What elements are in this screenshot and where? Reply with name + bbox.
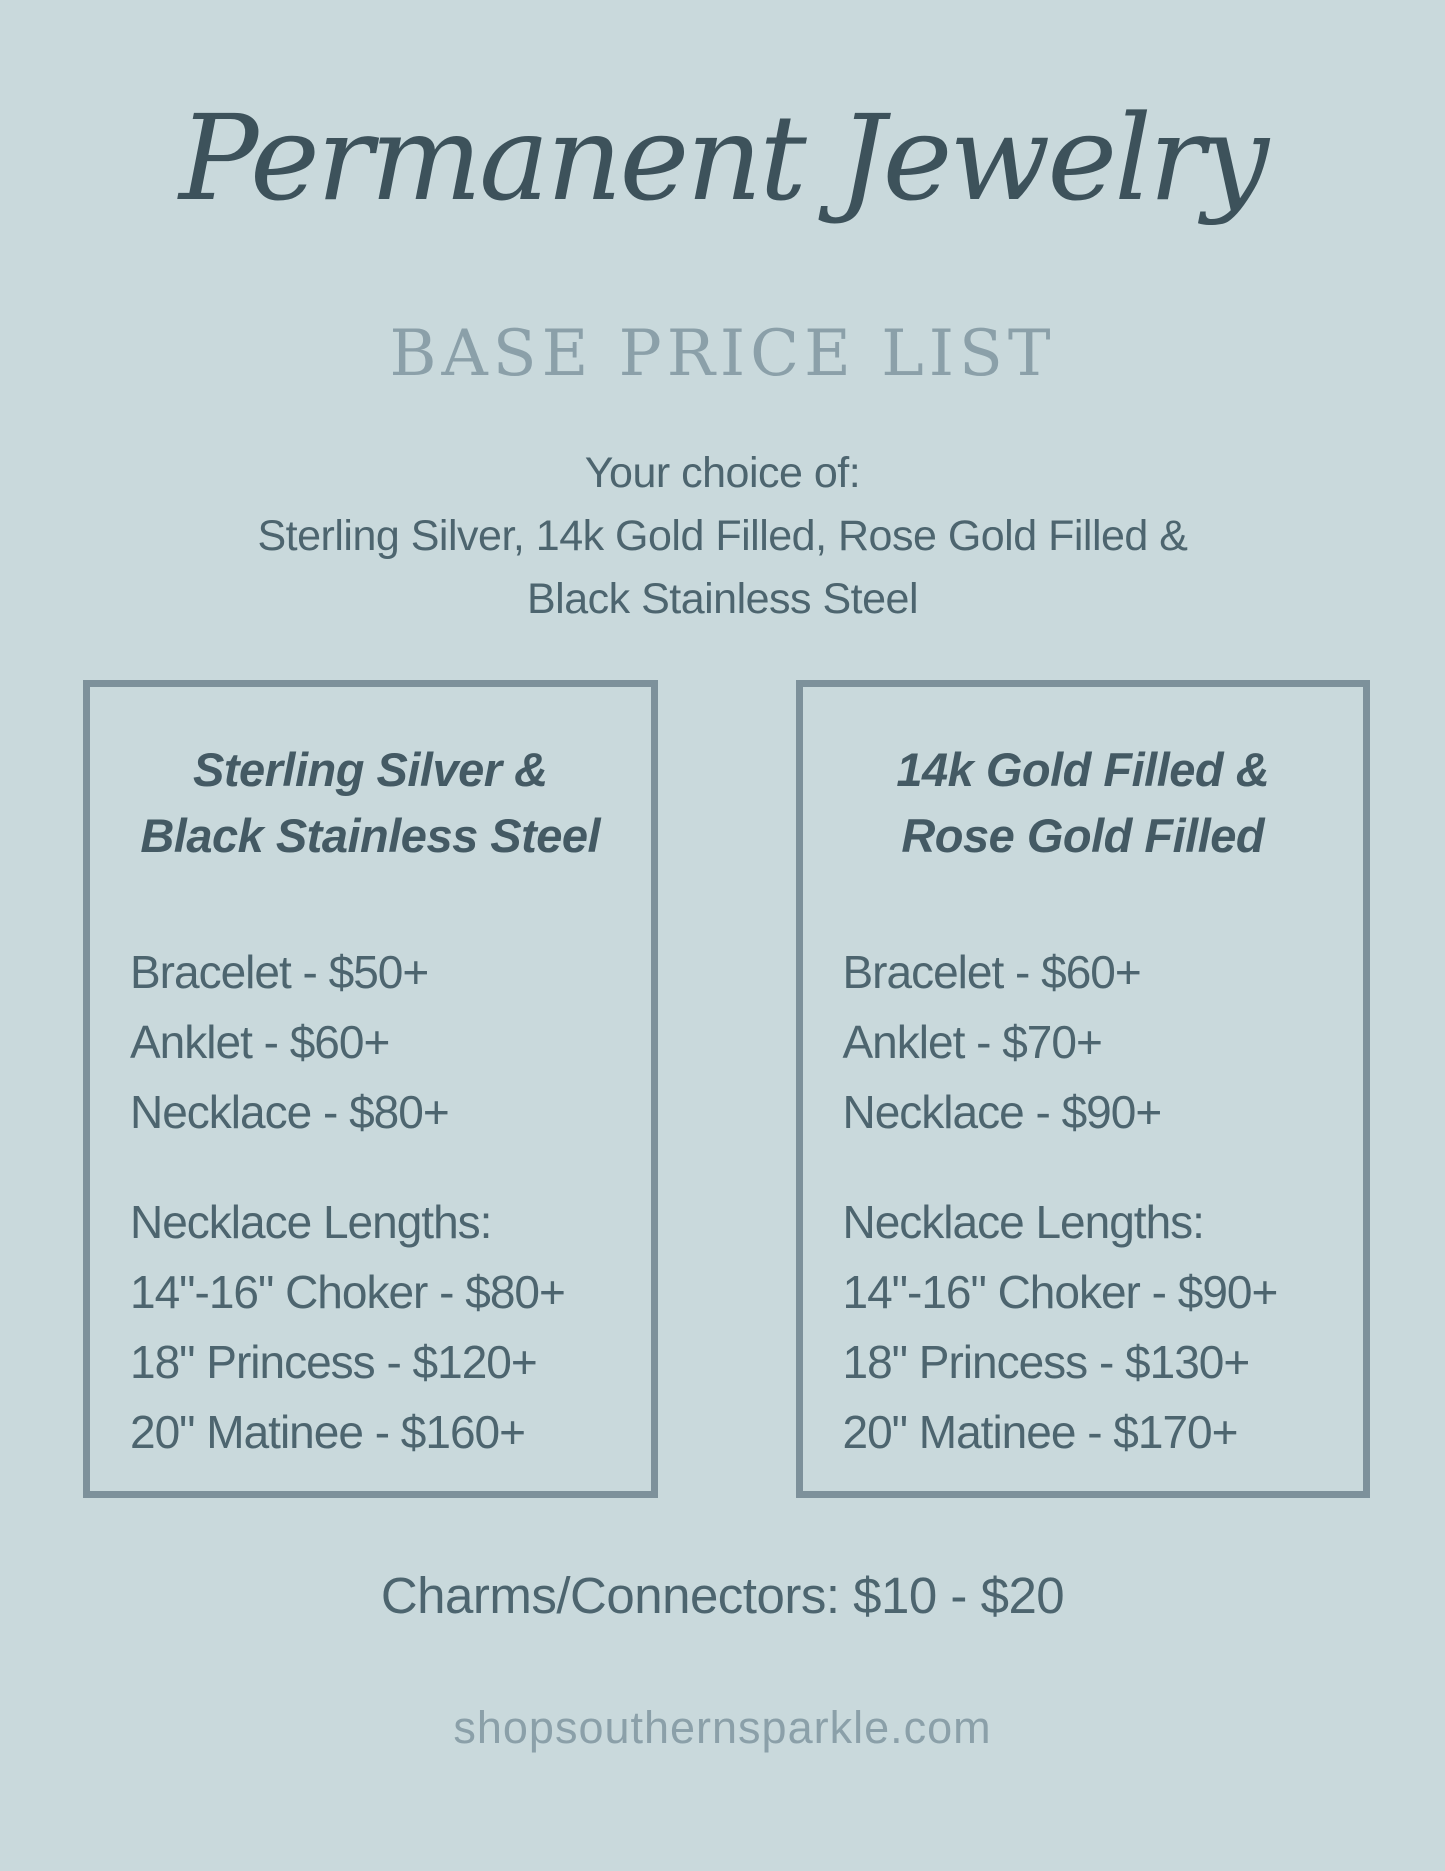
price-line-anklet: Anklet - $60+ [130,1016,390,1068]
length-line-choker: 14"-16" Choker - $90+ [842,1266,1278,1318]
card-heading-line-1: 14k Gold Filled & [896,743,1270,796]
length-line-matinee: 20" Matinee - $170+ [842,1406,1238,1458]
page-title: Permanent Jewelry [178,89,1267,227]
card-heading-line-2: Black Stainless Steel [140,809,601,862]
website-url: shopsouthernsparkle.com [453,1702,992,1753]
price-line-necklace: Necklace - $80+ [130,1086,449,1138]
price-card-sterling-silver-black-stainless [83,680,658,1498]
price-lines [130,937,611,1147]
price-card-14k-gold-rose-gold [796,680,1371,1498]
card-heading [130,737,611,869]
intro-text [0,442,1445,631]
price-cards [83,680,1370,1498]
necklace-lengths [843,1187,1324,1467]
card-heading-line-2: Rose Gold Filled [901,809,1265,862]
card-heading [843,737,1324,869]
price-line-bracelet: Bracelet - $50+ [130,946,429,998]
lengths-label: Necklace Lengths: [130,1196,492,1248]
price-line-necklace: Necklace - $90+ [842,1086,1162,1138]
page-subtitle: BASE PRICE LIST [389,317,1056,391]
lengths-label: Necklace Lengths: [842,1196,1204,1248]
price-line-anklet: Anklet - $70+ [842,1016,1102,1068]
length-line-matinee: 20" Matinee - $160+ [130,1406,525,1458]
length-line-princess: 18" Princess - $130+ [842,1336,1250,1388]
price-line-bracelet: Bracelet - $60+ [842,946,1141,998]
intro-line-3: Black Stainless Steel [526,575,919,623]
intro-line-1: Your choice of: [584,449,861,497]
price-lines [843,937,1324,1147]
card-heading-line-1: Sterling Silver & [192,743,548,796]
necklace-lengths [130,1187,611,1467]
length-line-choker: 14"-16" Choker - $80+ [130,1266,565,1318]
charms-connectors-price: Charms/Connectors: $10 - $20 [380,1567,1065,1624]
intro-line-2: Sterling Silver, 14k Gold Filled, Rose Gold Filled & [257,512,1188,560]
length-line-princess: 18" Princess - $120+ [130,1336,537,1388]
